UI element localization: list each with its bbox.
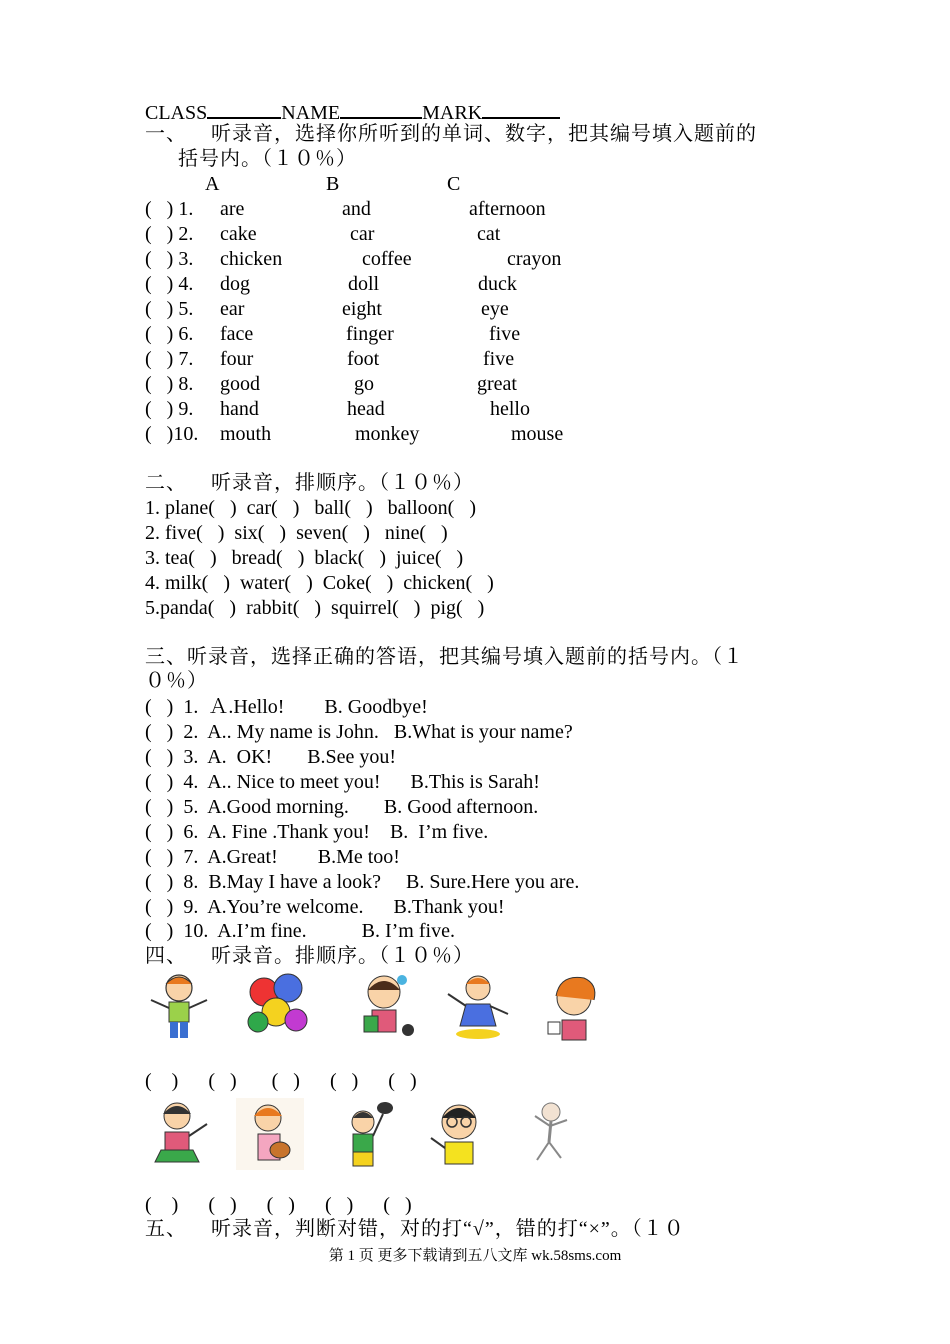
option-a: hand xyxy=(220,398,259,420)
section3-title-line1: 三、听录音，选择正确的答语，把其编号填入题前的括号内。（１ xyxy=(145,646,744,668)
option-b: monkey xyxy=(355,423,420,445)
option-a: chicken xyxy=(220,248,283,270)
option-a: cake xyxy=(220,223,257,245)
girl-with-book-picture xyxy=(350,970,418,1042)
item-number: ( ) 2. xyxy=(145,223,194,245)
item-number: ( ) 3. xyxy=(145,248,194,270)
name-label: NAME xyxy=(281,102,341,124)
item-number: ( ) 8. xyxy=(145,373,194,395)
section3-line: ( ) 2. A.. My name is John. B.What is your name? xyxy=(145,721,573,743)
option-c: crayon xyxy=(507,248,562,270)
section3-line: ( ) 3. A. OK! B.See you! xyxy=(145,746,397,768)
boy-with-glasses-picture xyxy=(425,1098,493,1170)
section4-row2-brackets: ( ) ( ) ( ) ( ) ( ) xyxy=(145,1194,412,1216)
balloons-picture xyxy=(244,970,312,1042)
boy-with-racket-picture xyxy=(333,1098,401,1170)
option-b: doll xyxy=(348,273,380,295)
section3-title-line2: ０％） xyxy=(145,670,208,692)
column-a-header: A xyxy=(205,173,220,195)
section3-line: ( ) 1. Ａ.Hello! B. Goodbye! xyxy=(145,696,428,718)
section2-line: 3. tea( ) bread( ) black( ) juice( ) xyxy=(145,547,464,569)
girl-dancing-picture xyxy=(444,970,512,1042)
mark-label: MARK xyxy=(422,102,483,124)
option-b: head xyxy=(347,398,385,420)
option-a: ear xyxy=(220,298,245,320)
item-number: ( ) 6. xyxy=(145,323,194,345)
section2-line: 5.panda( ) rabbit( ) squirrel( ) pig( ) xyxy=(145,597,485,619)
option-c: afternoon xyxy=(469,198,546,220)
section4-title: 四、 听录音。排顺序。（１０％） xyxy=(145,945,474,967)
item-number: ( ) 7. xyxy=(145,348,194,370)
section3-line: ( ) 8. B.May I have a look? B. Sure.Here you are. xyxy=(145,871,580,893)
section1-title-line2: 括号内。（１０％） xyxy=(178,148,357,170)
section2-title: 二、 听录音，排顺序。（１０％） xyxy=(145,472,474,494)
option-c: five xyxy=(483,348,515,370)
section3-line: ( ) 7. A.Great! B.Me too! xyxy=(145,846,400,868)
page-footer: 第 1 页 更多下载请到五八文库 wk.58sms.com xyxy=(328,1248,622,1264)
option-b: foot xyxy=(347,348,380,370)
section2-line: 2. five( ) six( ) seven( ) nine( ) xyxy=(145,522,448,544)
header-line xyxy=(145,97,560,125)
option-b: and xyxy=(342,198,371,220)
class-label: CLASS xyxy=(145,102,208,124)
name-blank xyxy=(340,97,422,119)
boy-jumping-picture xyxy=(513,1098,581,1170)
option-b: go xyxy=(354,373,374,395)
option-c: mouse xyxy=(511,423,564,445)
section3-line: ( ) 4. A.. Nice to meet you! B.This is Sarah! xyxy=(145,771,540,793)
section5-title: 五、 听录音，判断对错，对的打“√”，错的打“×”。（１０ xyxy=(145,1218,685,1240)
option-c: cat xyxy=(477,223,501,245)
option-a: dog xyxy=(220,273,250,295)
item-number: ( ) 9. xyxy=(145,398,194,420)
girl-with-guitar-picture xyxy=(236,1098,304,1170)
section3-line: ( ) 5. A.Good morning. B. Good afternoon. xyxy=(145,796,539,818)
option-c: hello xyxy=(490,398,530,420)
section2-line: 4. milk( ) water( ) Coke( ) chicken( ) xyxy=(145,572,494,594)
option-c: five xyxy=(489,323,521,345)
section1-title-line1: 一、 听录音，选择你所听到的单词、数字，把其编号填入题前的 xyxy=(145,123,757,145)
option-b: finger xyxy=(346,323,394,345)
section3-line: ( ) 9. A.You’re welcome. B.Thank you! xyxy=(145,896,505,918)
section1-column-headers xyxy=(0,172,950,292)
option-c: eye xyxy=(481,298,509,320)
mark-blank xyxy=(482,97,560,119)
section3-line: ( ) 6. A. Fine .Thank you! B. I’m five. xyxy=(145,821,489,843)
item-number: ( ) 4. xyxy=(145,273,194,295)
option-a: four xyxy=(220,348,254,370)
option-a: are xyxy=(220,198,245,220)
section3-line: ( ) 10. A.I’m fine. B. I’m five. xyxy=(145,920,455,942)
option-c: great xyxy=(477,373,517,395)
section2-line: 1. plane( ) car( ) ball( ) balloon( ) xyxy=(145,497,476,519)
girl-waving-picture xyxy=(145,1098,213,1170)
option-a: mouth xyxy=(220,423,272,445)
option-c: duck xyxy=(478,273,517,295)
item-number: ( ) 1. xyxy=(145,198,194,220)
class-blank xyxy=(207,97,281,119)
item-number: ( )10. xyxy=(145,423,199,445)
option-b: coffee xyxy=(362,248,412,270)
column-c-header: C xyxy=(447,173,461,195)
girl-with-cup-picture xyxy=(540,970,608,1042)
column-b-header: B xyxy=(326,173,340,195)
boy-pointing-picture xyxy=(145,970,213,1042)
option-a: good xyxy=(220,373,260,395)
item-number: ( ) 5. xyxy=(145,298,194,320)
option-b: eight xyxy=(342,298,382,320)
section4-row1-brackets: ( ) ( ) ( ) ( ) ( ) xyxy=(145,1070,417,1092)
option-b: car xyxy=(350,223,375,245)
option-a: face xyxy=(220,323,254,345)
